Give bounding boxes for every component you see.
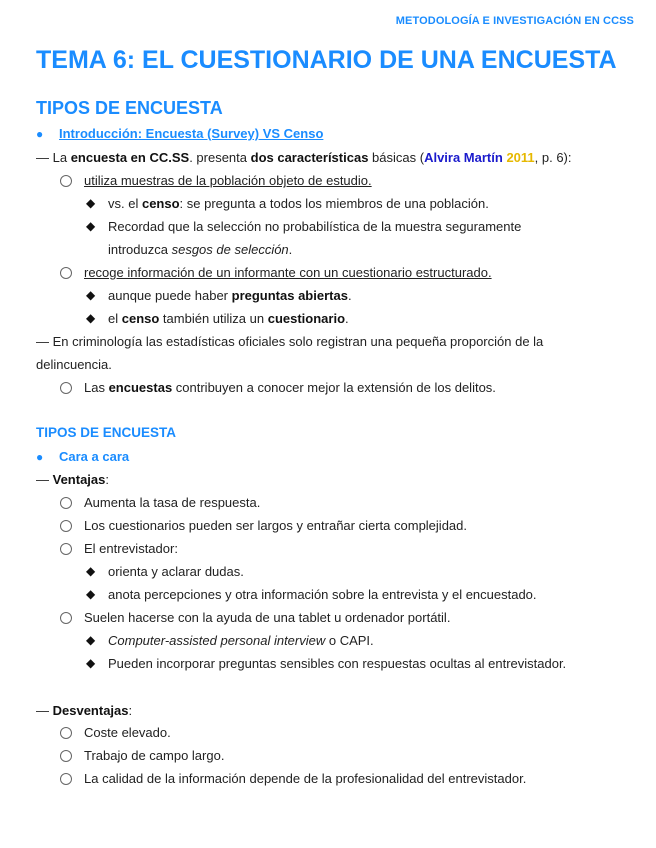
list-item: Suelen hacerse con la ayuda de una tablet u ordenador portátil.: [84, 610, 451, 625]
circle-bullet-icon: [60, 543, 72, 555]
circle-bullet-icon: [60, 520, 72, 532]
page-title: TEMA 6: EL CUESTIONARIO DE UNA ENCUESTA: [36, 46, 617, 74]
list-item: orienta y aclarar dudas.: [108, 564, 244, 579]
list-item: Los cuestionarios pueden ser largos y entrañar cierta complejidad.: [84, 518, 467, 533]
circle-bullet-icon: [60, 267, 72, 279]
section-title: TIPOS DE ENCUESTA: [36, 425, 177, 440]
diamond-bullet-icon: ◆: [86, 587, 96, 601]
list-item: recoge información de un informante con un cuestionario estructurado.: [84, 265, 492, 280]
list-item: El entrevistador:: [84, 541, 178, 556]
list-item: el censo también utiliza un cuestionario.: [108, 311, 349, 326]
intro-heading: Introducción: Encuesta (Survey) VS Censo: [59, 126, 324, 141]
circle-bullet-icon: [60, 175, 72, 187]
section-bullet: Cara a cara: [59, 449, 130, 464]
diamond-bullet-icon: ◆: [86, 219, 96, 233]
circle-bullet-icon: [60, 773, 72, 785]
list-item: anota percepciones y otra información sobre la entrevista y el encuestado.: [108, 587, 537, 602]
list-item-continuation: introduzca sesgos de selección.: [108, 242, 293, 257]
diamond-bullet-icon: ◆: [86, 311, 96, 325]
circle-bullet-icon: [60, 382, 72, 394]
diamond-bullet-icon: ◆: [86, 633, 96, 647]
diamond-bullet-icon: ◆: [86, 564, 96, 578]
list-item: Trabajo de campo largo.: [84, 748, 225, 763]
list-item: vs. el censo: se pregunta a todos los miembros de una población.: [108, 196, 489, 211]
list-item: Aumenta la tasa de respuesta.: [84, 495, 261, 510]
circle-bullet-icon: [60, 497, 72, 509]
circle-bullet-icon: [60, 727, 72, 739]
desventajas-label: — Desventajas:: [36, 703, 133, 718]
criminology-paragraph-continuation: delincuencia.: [36, 357, 112, 372]
page-subtitle: TIPOS DE ENCUESTA: [36, 98, 223, 118]
circle-bullet-icon: [60, 750, 72, 762]
bullet-dot-icon: ●: [36, 450, 44, 464]
diamond-bullet-icon: ◆: [86, 288, 96, 302]
list-item: aunque puede haber preguntas abiertas.: [108, 288, 352, 303]
list-item: Computer-assisted personal interview o CAPI.: [108, 633, 374, 648]
list-item: Coste elevado.: [84, 725, 171, 740]
bullet-dot-icon: ●: [36, 127, 44, 141]
list-item: utiliza muestras de la población objeto de estudio.: [84, 173, 372, 188]
criminology-paragraph: — En criminología las estadísticas oficiales solo registran una pequeña proporción de la: [36, 334, 544, 349]
diamond-bullet-icon: ◆: [86, 196, 96, 210]
list-item: Recordad que la selección no probabilística de la muestra seguramente: [108, 219, 522, 234]
circle-bullet-icon: [60, 612, 72, 624]
intro-paragraph: — La encuesta en CC.SS. presenta dos características básicas (Alvira Martín 2011, p. 6):: [36, 150, 572, 165]
list-item: La calidad de la información depende de la profesionalidad del entrevistador.: [84, 771, 527, 786]
course-header: METODOLOGÍA E INVESTIGACIÓN EN CCSS: [395, 15, 634, 27]
list-item: Pueden incorporar preguntas sensibles con respuestas ocultas al entrevistador.: [108, 656, 567, 671]
diamond-bullet-icon: ◆: [86, 656, 96, 670]
ventajas-label: — Ventajas:: [36, 472, 110, 487]
list-item: Las encuestas contribuyen a conocer mejor la extensión de los delitos.: [84, 380, 496, 395]
